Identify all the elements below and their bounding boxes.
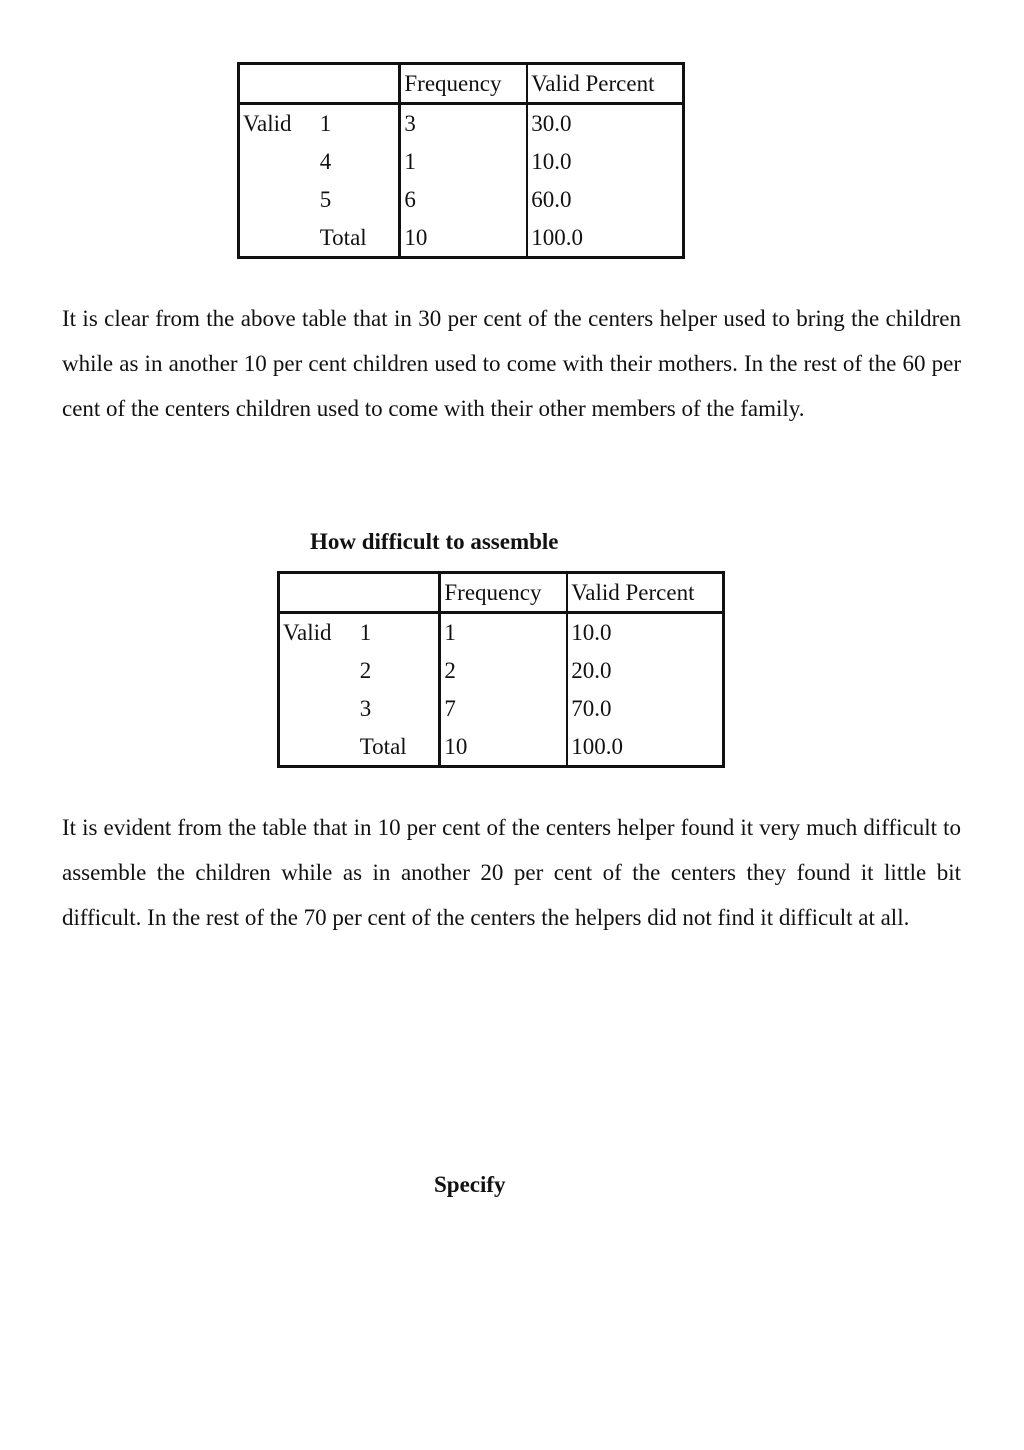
row-label <box>239 181 320 220</box>
header-frequency: Frequency <box>440 573 567 613</box>
header-cell <box>320 64 400 104</box>
header-cell <box>239 64 320 104</box>
table-row <box>239 104 684 143</box>
header-cell <box>279 573 360 613</box>
frequency-cell: 3 <box>400 104 527 143</box>
row-category: 5 <box>319 187 332 213</box>
table-row <box>279 651 724 690</box>
frequency-cell: 2 <box>440 651 567 690</box>
row-label <box>239 219 320 258</box>
row-category: 2 <box>359 657 372 683</box>
percent-cell: 30.0 <box>527 104 683 143</box>
row-label <box>279 728 360 767</box>
frequency-cell: 7 <box>440 690 567 729</box>
table-row <box>239 142 684 181</box>
header-valid-percent: Valid Percent <box>567 573 723 613</box>
header-cell <box>360 573 440 613</box>
frequency-table-1 <box>237 62 685 259</box>
row-label: Valid <box>283 620 332 645</box>
table-row <box>279 613 724 652</box>
paragraph-1: It is clear from the above table that in 30 per cent of the centers helper used to bring the children while as in another 10 per cent children used to come with their mothers. In the rest of the 60 per cent of the centers children used to come with their other members of the family. <box>62 306 961 421</box>
header-valid-percent: Valid Percent <box>527 64 683 104</box>
percent-cell: 100.0 <box>567 728 723 767</box>
table-row <box>279 690 724 729</box>
section-heading: Specify <box>434 1172 506 1197</box>
frequency-cell: 1 <box>400 142 527 181</box>
paragraph-2: It is evident from the table that in 10 per cent of the centers helper found it very much difficult to assemble the children while as in another 20 per cent of the centers they found it little bit difficult. In the rest of the 70 per cent of the centers the helpers did not find it difficult at all. <box>62 815 961 930</box>
row-label <box>239 142 320 181</box>
table-2-title: How difficult to assemble <box>310 529 559 554</box>
frequency-table-2 <box>277 571 725 768</box>
percent-cell: 60.0 <box>527 181 683 220</box>
percent-cell: 20.0 <box>567 651 723 690</box>
percent-cell: 100.0 <box>527 219 683 258</box>
percent-cell: 70.0 <box>567 690 723 729</box>
header-frequency: Frequency <box>400 64 527 104</box>
table-row-total <box>279 728 724 767</box>
row-category: Total <box>319 225 367 250</box>
row-category: 1 <box>319 111 332 136</box>
row-label <box>279 651 360 690</box>
row-category: 1 <box>359 620 372 645</box>
frequency-cell: 10 <box>440 728 567 767</box>
row-category: 3 <box>359 696 372 722</box>
frequency-cell: 10 <box>400 219 527 258</box>
row-label: Valid <box>243 111 292 136</box>
row-label <box>279 690 360 729</box>
table-header-row <box>279 573 724 613</box>
table-row <box>239 181 684 220</box>
percent-cell: 10.0 <box>527 142 683 181</box>
frequency-cell: 6 <box>400 181 527 220</box>
percent-cell: 10.0 <box>567 613 723 652</box>
row-category: Total <box>359 734 407 759</box>
frequency-cell: 1 <box>440 613 567 652</box>
table-header-row <box>239 64 684 104</box>
row-category: 4 <box>319 148 332 174</box>
table-row-total <box>239 219 684 258</box>
